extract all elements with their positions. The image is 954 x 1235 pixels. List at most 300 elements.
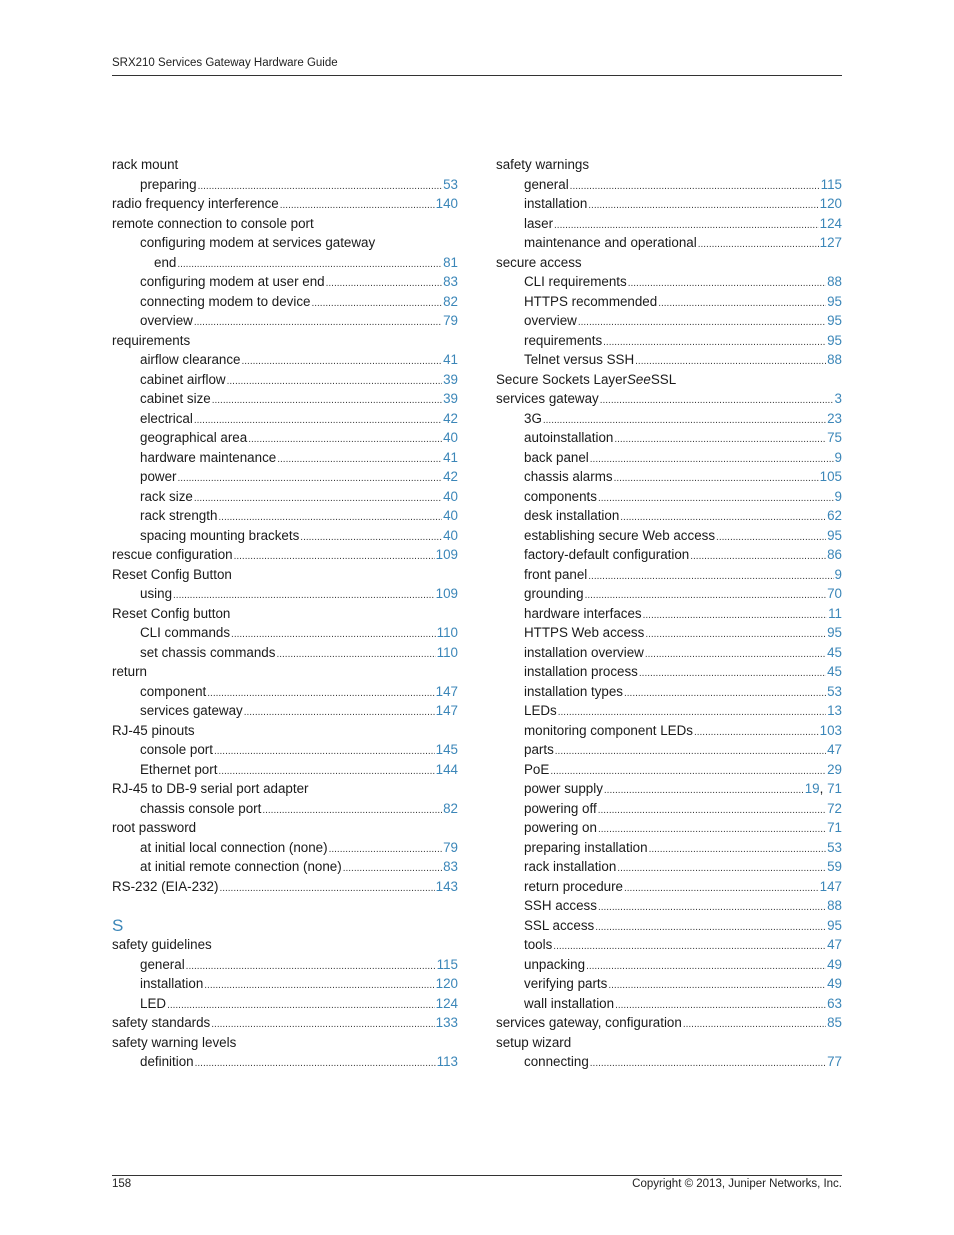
- page-reference[interactable]: [835, 487, 842, 507]
- page-reference[interactable]: [436, 545, 458, 565]
- page-reference[interactable]: [436, 974, 458, 994]
- index-entry: [496, 487, 842, 507]
- index-term: at initial remote connection (none): [140, 859, 342, 874]
- index-entry: [496, 194, 842, 214]
- page-reference[interactable]: [436, 682, 458, 702]
- page-link[interactable]: 62: [827, 508, 842, 523]
- page-reference[interactable]: [443, 448, 458, 468]
- index-entry: [496, 272, 842, 292]
- index-term: Ethernet port: [140, 761, 218, 777]
- index-entry: [496, 545, 842, 565]
- page-reference[interactable]: [820, 467, 842, 487]
- page-link[interactable]: 71: [827, 781, 842, 796]
- dot-leader: [262, 801, 442, 821]
- page-reference[interactable]: [827, 428, 842, 448]
- page-reference[interactable]: [827, 292, 842, 312]
- page-link[interactable]: 11: [828, 605, 842, 621]
- page-reference[interactable]: [436, 1013, 458, 1033]
- page-reference[interactable]: [436, 740, 458, 760]
- dot-leader: [343, 859, 442, 879]
- index-entry: [496, 526, 842, 546]
- page-reference[interactable]: [835, 565, 842, 585]
- index-term: 3G: [524, 410, 542, 426]
- page-link[interactable]: 9: [834, 449, 842, 465]
- index-entry: [496, 1013, 842, 1033]
- index-term: configuring modem at services gateway: [140, 235, 376, 250]
- index-entry: [112, 682, 458, 702]
- page-reference[interactable]: [827, 623, 842, 643]
- index-term: power: [140, 469, 177, 484]
- see-reference-target: SSL: [650, 371, 677, 387]
- index-entry: [496, 448, 842, 468]
- page-link[interactable]: 147: [435, 703, 458, 718]
- page-reference[interactable]: [437, 1052, 458, 1072]
- index-entry: [112, 623, 458, 643]
- dot-leader: [698, 235, 819, 255]
- index-term: end: [154, 254, 177, 270]
- page-link[interactable]: 85: [827, 1015, 842, 1030]
- page-link[interactable]: 63: [827, 995, 842, 1011]
- index-term: connecting modem to device: [140, 293, 311, 309]
- page-link[interactable]: 115: [820, 176, 842, 192]
- page-link[interactable]: 110: [436, 644, 458, 660]
- page-link[interactable]: 45: [827, 664, 842, 679]
- page-reference[interactable]: [443, 428, 458, 448]
- index-term: power supply: [524, 781, 603, 796]
- page-link[interactable]: 83: [443, 274, 458, 289]
- index-entry: [112, 1033, 458, 1053]
- page-link[interactable]: 95: [827, 293, 842, 309]
- index-term: components: [524, 488, 597, 504]
- dot-leader: [643, 606, 827, 626]
- page-link[interactable]: 105: [819, 469, 842, 484]
- page-link[interactable]: 77: [827, 1054, 842, 1069]
- page-reference[interactable]: [443, 253, 458, 273]
- page-reference[interactable]: [827, 701, 842, 721]
- page-link[interactable]: 75: [827, 430, 842, 445]
- index-term: configuring modem at user end: [140, 274, 325, 289]
- index-entry: [112, 467, 458, 487]
- page-reference[interactable]: [443, 292, 458, 312]
- index-entry: [496, 740, 842, 760]
- dot-leader: [219, 879, 434, 899]
- index-term: monitoring component LEDs: [524, 722, 693, 738]
- page-reference[interactable]: [827, 643, 842, 663]
- page-reference[interactable]: [827, 955, 842, 975]
- dot-leader: [639, 664, 826, 684]
- dot-leader: [211, 1015, 434, 1035]
- page-reference[interactable]: [443, 389, 458, 409]
- page-link[interactable]: 19: [804, 781, 820, 796]
- page-link[interactable]: 95: [827, 332, 842, 348]
- page-reference[interactable]: [827, 916, 842, 936]
- page-link[interactable]: 9: [834, 488, 842, 504]
- index-term: rack size: [140, 488, 193, 504]
- index-entry: [496, 214, 842, 234]
- index-entry: [112, 604, 458, 624]
- index-term: overview: [140, 313, 193, 328]
- index-entry: [112, 818, 458, 838]
- page-reference[interactable]: [443, 175, 458, 195]
- page-link[interactable]: 95: [827, 313, 842, 328]
- page-reference[interactable]: [437, 623, 458, 643]
- page-link[interactable]: 82: [443, 800, 458, 816]
- page-reference[interactable]: [436, 994, 458, 1014]
- page-reference[interactable]: [443, 467, 458, 487]
- index-term: safety guidelines: [112, 937, 212, 952]
- page-reference[interactable]: [443, 311, 458, 331]
- header-rule: [112, 75, 842, 76]
- index-entry: [112, 506, 458, 526]
- page-header-title: SRX210 Services Gateway Hardware Guide: [112, 57, 338, 69]
- dot-leader: [617, 859, 826, 879]
- page-reference[interactable]: [827, 272, 842, 292]
- index-term: LEDs: [524, 703, 557, 718]
- index-entry: [496, 896, 842, 916]
- page-link[interactable]: 23: [827, 410, 842, 426]
- index-entry: [496, 916, 842, 936]
- dot-leader: [248, 430, 442, 450]
- index-entry: [496, 1033, 842, 1053]
- index-entry: [496, 467, 842, 487]
- index-term: return: [112, 664, 147, 679]
- page-reference[interactable]: [436, 701, 458, 721]
- index-entry: [496, 662, 842, 682]
- index-entry: [496, 1052, 842, 1072]
- index-term: rescue configuration: [112, 547, 233, 562]
- page-reference[interactable]: [436, 877, 458, 897]
- index-entry: [496, 935, 842, 955]
- page-reference[interactable]: [443, 487, 458, 507]
- page-link[interactable]: 115: [436, 956, 458, 972]
- index-entry: [112, 233, 458, 253]
- page-reference[interactable]: [820, 194, 842, 214]
- index-term: connecting: [524, 1054, 589, 1069]
- footer-rule: [112, 1175, 842, 1176]
- page-link[interactable]: 86: [827, 547, 842, 562]
- page-reference[interactable]: 19, 71: [804, 781, 842, 796]
- page-reference[interactable]: [827, 740, 842, 760]
- index-entry: [112, 370, 458, 390]
- index-entry: [496, 233, 842, 253]
- page-link[interactable]: 144: [435, 761, 458, 777]
- dot-leader: [588, 567, 833, 587]
- index-entry: [112, 584, 458, 604]
- page-reference[interactable]: [827, 896, 842, 916]
- page-reference[interactable]: [443, 526, 458, 546]
- index-entry: [112, 545, 458, 565]
- page-reference[interactable]: [827, 818, 842, 838]
- page-link[interactable]: 79: [443, 839, 458, 855]
- index-entry: [112, 311, 458, 331]
- page-reference[interactable]: [827, 409, 842, 429]
- dot-leader: [683, 1015, 826, 1035]
- page-link[interactable]: 53: [827, 683, 842, 699]
- page-link[interactable]: 59: [827, 859, 842, 874]
- index-term: RJ-45 pinouts: [112, 722, 195, 738]
- page-link[interactable]: 82: [443, 293, 458, 309]
- index-term: requirements: [112, 332, 191, 348]
- index-term: setup wizard: [496, 1034, 572, 1050]
- page-link[interactable]: 143: [435, 878, 458, 894]
- dot-leader: [195, 1054, 436, 1074]
- page-link[interactable]: 88: [827, 898, 842, 913]
- index-entry: [496, 643, 842, 663]
- index-term: at initial local connection (none): [140, 839, 328, 855]
- page-link[interactable]: 147: [435, 683, 458, 699]
- page-link[interactable]: 95: [827, 527, 842, 543]
- page-link[interactable]: 113: [436, 1054, 458, 1069]
- page-link[interactable]: 29: [827, 761, 842, 777]
- index-entry: [496, 799, 842, 819]
- page-link[interactable]: 83: [443, 859, 458, 874]
- page-reference[interactable]: [827, 506, 842, 526]
- index-entry: [112, 877, 458, 897]
- index-entry: [112, 448, 458, 468]
- page-link[interactable]: 40: [443, 508, 458, 523]
- page-reference[interactable]: [436, 194, 458, 214]
- page-link[interactable]: 39: [443, 391, 458, 406]
- index-term: CLI requirements: [524, 274, 627, 289]
- index-term: autoinstallation: [524, 430, 614, 445]
- index-term: back panel: [524, 449, 589, 465]
- page-link[interactable]: 103: [819, 722, 842, 738]
- index-term: root password: [112, 820, 197, 835]
- page-reference[interactable]: [821, 175, 842, 195]
- index-term: remote connection to console port: [112, 215, 314, 231]
- page-link[interactable]: 40: [443, 527, 458, 543]
- index-term: establishing secure Web access: [524, 527, 716, 543]
- page-link[interactable]: 39: [443, 371, 458, 387]
- dot-leader: [214, 742, 435, 762]
- page-link[interactable]: 49: [827, 976, 842, 991]
- page-reference[interactable]: [443, 799, 458, 819]
- page-reference[interactable]: [827, 584, 842, 604]
- dot-leader: [588, 196, 818, 216]
- index-entry: [112, 331, 458, 351]
- page-link[interactable]: 140: [435, 196, 458, 211]
- page-link[interactable]: 42: [443, 410, 458, 426]
- page-reference[interactable]: [827, 935, 842, 955]
- page-reference[interactable]: [835, 448, 842, 468]
- page-link[interactable]: 70: [827, 586, 842, 601]
- page-link[interactable]: 53: [827, 839, 842, 855]
- index-entry: [112, 1013, 458, 1033]
- page-link[interactable]: 71: [827, 820, 842, 835]
- dot-leader: [598, 898, 826, 918]
- page-reference[interactable]: [443, 272, 458, 292]
- dot-leader: [194, 489, 442, 509]
- page-reference[interactable]: [827, 857, 842, 877]
- page-reference[interactable]: [437, 955, 458, 975]
- dot-leader: [624, 879, 819, 899]
- index-term: overview: [524, 313, 577, 328]
- page-link[interactable]: 147: [819, 878, 842, 894]
- page-reference[interactable]: [443, 409, 458, 429]
- page-link[interactable]: 72: [827, 800, 842, 816]
- page-link[interactable]: 127: [819, 235, 842, 250]
- dot-leader: [608, 976, 826, 996]
- page-link[interactable]: 88: [827, 352, 842, 367]
- index-entry: [496, 389, 842, 409]
- index-entry: [496, 409, 842, 429]
- index-term: definition: [140, 1054, 194, 1069]
- dot-leader: [600, 391, 834, 411]
- index-term: tools: [524, 937, 553, 952]
- dot-leader: [277, 450, 442, 470]
- page-reference[interactable]: [828, 604, 842, 624]
- page-link[interactable]: 81: [443, 254, 458, 270]
- index-term: safety warnings: [496, 157, 590, 172]
- index-entry: [496, 155, 842, 175]
- index-entry: [496, 350, 842, 370]
- dot-leader: [234, 547, 435, 567]
- page-link[interactable]: 3: [834, 391, 842, 406]
- index-entry: [496, 974, 842, 994]
- page-link[interactable]: 41: [443, 352, 458, 367]
- page-link[interactable]: 42: [443, 469, 458, 484]
- page-reference[interactable]: [827, 545, 842, 565]
- index-entry: [496, 877, 842, 897]
- page-reference[interactable]: [827, 760, 842, 780]
- index-term: cabinet airflow: [140, 371, 226, 387]
- page-reference[interactable]: [436, 584, 458, 604]
- page-reference[interactable]: [443, 506, 458, 526]
- index-entry: [496, 565, 842, 585]
- index-term: unpacking: [524, 956, 586, 972]
- page-reference[interactable]: [827, 1013, 842, 1033]
- page-link[interactable]: 9: [834, 566, 842, 582]
- index-term: services gateway: [496, 391, 599, 406]
- index-entry: [496, 584, 842, 604]
- dot-leader: [329, 840, 443, 860]
- page-reference[interactable]: [820, 877, 842, 897]
- index-entry: [112, 799, 458, 819]
- page-link[interactable]: 133: [435, 1015, 458, 1030]
- index-term: powering on: [524, 820, 597, 835]
- dot-leader: [590, 1054, 826, 1074]
- index-term: rack mount: [112, 157, 179, 172]
- page-link[interactable]: 95: [827, 625, 842, 640]
- index-term: powering off: [524, 800, 597, 816]
- page-reference[interactable]: [443, 857, 458, 877]
- index-entry: [496, 721, 842, 741]
- page-link[interactable]: 13: [827, 703, 842, 718]
- index-term: HTTPS recommended: [524, 293, 658, 309]
- page-link[interactable]: 49: [827, 956, 842, 972]
- page-reference[interactable]: [827, 350, 842, 370]
- page-reference[interactable]: [443, 350, 458, 370]
- page-reference[interactable]: [827, 1052, 842, 1072]
- index-entry: [496, 682, 842, 702]
- index-term: rack installation: [524, 859, 617, 874]
- index-term: general: [140, 956, 185, 972]
- page-reference[interactable]: [820, 721, 842, 741]
- index-term: safety warning levels: [112, 1034, 237, 1050]
- page-reference[interactable]: [827, 994, 842, 1014]
- index-entry: [496, 818, 842, 838]
- index-entry: [112, 1052, 458, 1072]
- index-term: RS-232 (EIA-232): [112, 878, 219, 894]
- index-entry: [112, 935, 458, 955]
- page-link[interactable]: 45: [827, 644, 842, 660]
- index-entry: [112, 292, 458, 312]
- index-entry: [496, 428, 842, 448]
- index-entry: [112, 389, 458, 409]
- dot-leader: [603, 333, 826, 353]
- page-reference[interactable]: [443, 370, 458, 390]
- page-link[interactable]: 41: [443, 449, 458, 465]
- page-reference[interactable]: [835, 389, 842, 409]
- index-term: console port: [140, 742, 213, 757]
- index-column-right: [496, 155, 842, 1072]
- page-link[interactable]: 145: [435, 742, 458, 757]
- page-link[interactable]: 53: [443, 176, 458, 192]
- page-link[interactable]: 124: [819, 215, 842, 231]
- index-term: grounding: [524, 586, 584, 601]
- index-term: set chassis commands: [140, 644, 276, 660]
- page-link[interactable]: 47: [827, 742, 842, 757]
- index-entry: [112, 272, 458, 292]
- page-reference[interactable]: [827, 662, 842, 682]
- index-term: hardware interfaces: [524, 605, 642, 621]
- dot-leader: [604, 781, 804, 801]
- page-link[interactable]: 88: [827, 274, 842, 289]
- index-term: verifying parts: [524, 976, 608, 991]
- page-link[interactable]: 110: [436, 625, 458, 640]
- index-term: LED: [140, 995, 167, 1011]
- page-reference[interactable]: [437, 643, 458, 663]
- index-entry: [112, 779, 458, 799]
- dot-leader: [578, 313, 826, 333]
- page-link[interactable]: 120: [435, 976, 458, 991]
- page-link[interactable]: 120: [819, 196, 842, 211]
- page-link[interactable]: 40: [443, 488, 458, 504]
- index-entry: [112, 175, 458, 195]
- spacer: [112, 896, 458, 916]
- page-reference[interactable]: [827, 974, 842, 994]
- page-reference[interactable]: [436, 760, 458, 780]
- index-term: Reset Config button: [112, 605, 231, 621]
- page-link[interactable]: 79: [443, 313, 458, 328]
- page-reference[interactable]: [820, 214, 842, 234]
- index-entry: [112, 662, 458, 682]
- page-reference[interactable]: [827, 838, 842, 858]
- index-entry: [496, 955, 842, 975]
- page-link[interactable]: 109: [435, 547, 458, 562]
- dot-leader: [614, 430, 826, 450]
- page-reference[interactable]: [443, 838, 458, 858]
- index-term: hardware maintenance: [140, 449, 277, 465]
- page-reference[interactable]: [820, 233, 842, 253]
- page-link[interactable]: 47: [827, 937, 842, 952]
- page-link[interactable]: 95: [827, 917, 842, 933]
- page-reference[interactable]: [827, 331, 842, 351]
- page-reference[interactable]: [827, 682, 842, 702]
- page-reference[interactable]: [827, 526, 842, 546]
- page-link[interactable]: 40: [443, 430, 458, 445]
- page-reference[interactable]: [827, 311, 842, 331]
- index-entry: [112, 643, 458, 663]
- page-link[interactable]: 109: [435, 586, 458, 601]
- index-term: installation types: [524, 683, 623, 699]
- page-link[interactable]: 124: [435, 995, 458, 1011]
- page-reference[interactable]: [827, 799, 842, 819]
- index-term: RJ-45 to DB-9 serial port adapter: [112, 781, 309, 796]
- index-term: preparing: [140, 176, 197, 192]
- index-term: installation overview: [524, 644, 644, 660]
- index-term: maintenance and operational: [524, 235, 697, 250]
